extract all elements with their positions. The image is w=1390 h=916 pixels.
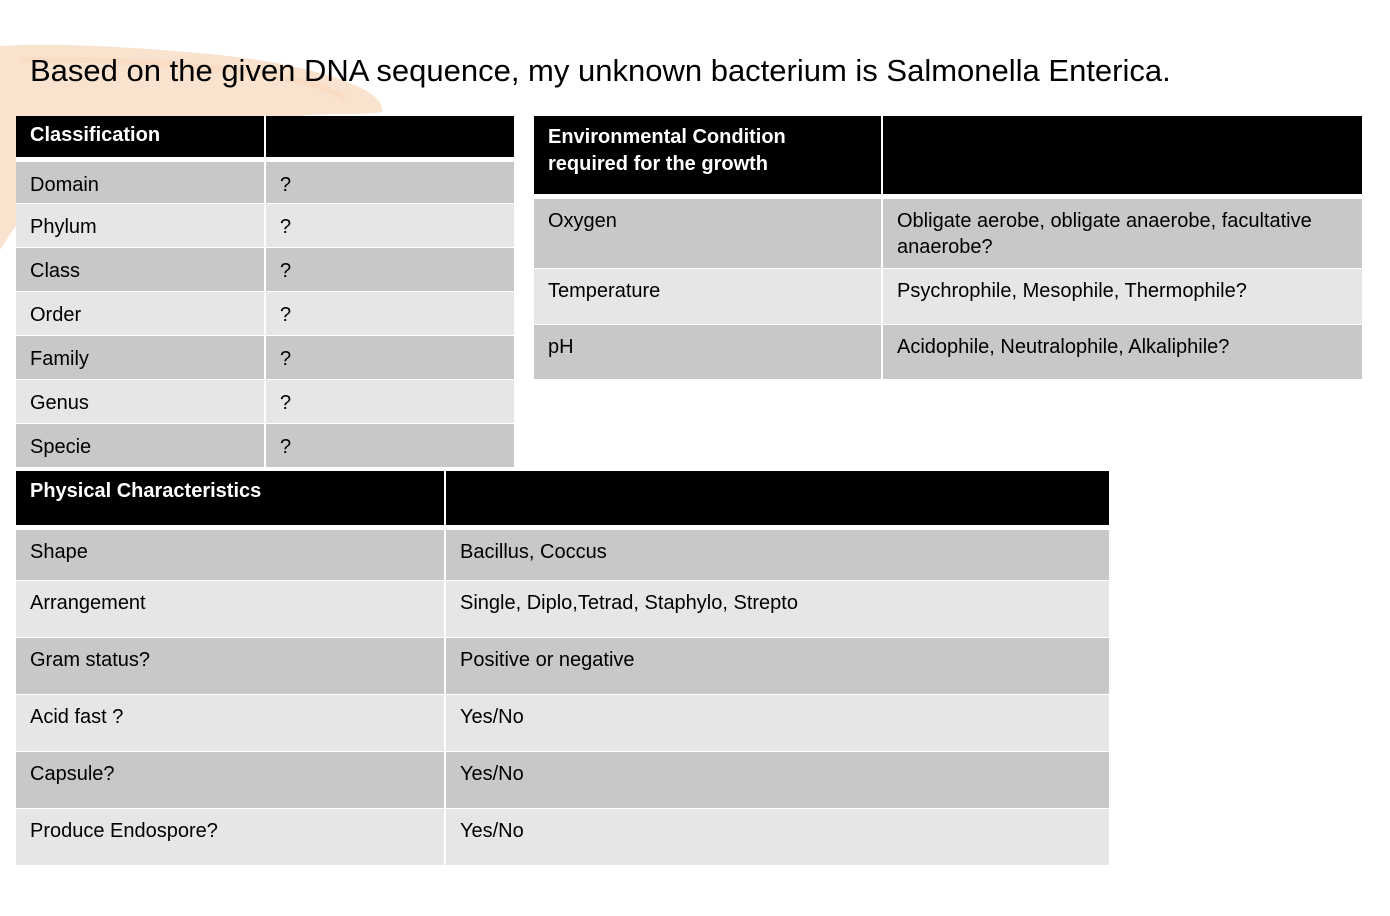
classification-value-phylum: ? [265,203,514,247]
classification-header-label: Classification [16,116,265,159]
classification-rank-class: Class [16,247,265,291]
classification-value-order: ? [265,291,514,335]
environment-value-oxygen: Obligate aerobe, obligate anaerobe, facultative anaerobe? [882,196,1362,268]
table-row [16,379,514,423]
physical-header-row [16,471,1109,527]
table-row [534,268,1362,324]
table-row [16,751,1109,808]
classification-rank-phylum: Phylum [16,203,265,247]
physical-trait-endospore: Produce Endospore? [16,808,445,865]
environment-condition-oxygen: Oxygen [534,196,882,268]
classification-rank-domain: Domain [16,159,265,203]
table-row [16,637,1109,694]
classification-header-value [265,116,514,159]
physical-trait-acid-fast: Acid fast ? [16,694,445,751]
table-row [16,203,514,247]
physical-header-label: Physical Characteristics [16,471,445,527]
physical-value-shape: Bacillus, Coccus [445,527,1109,580]
environment-header-label: Environmental Condition required for the growth [534,116,882,196]
physical-value-arrangement: Single, Diplo,Tetrad, Staphylo, Strepto [445,580,1109,637]
classification-value-domain: ? [265,159,514,203]
environment-header-row [534,116,1362,196]
classification-table [16,116,514,467]
environment-condition-ph: pH [534,324,882,379]
environment-value-temperature: Psychrophile, Mesophile, Thermophile? [882,268,1362,324]
table-row [16,694,1109,751]
classification-value-genus: ? [265,379,514,423]
classification-value-class: ? [265,247,514,291]
classification-value-family: ? [265,335,514,379]
physical-value-acid-fast: Yes/No [445,694,1109,751]
environment-table [534,116,1362,379]
classification-value-specie: ? [265,423,514,467]
classification-rank-genus: Genus [16,379,265,423]
physical-characteristics-table [16,471,1109,865]
environment-value-ph: Acidophile, Neutralophile, Alkaliphile? [882,324,1362,379]
table-row [16,423,514,467]
physical-value-capsule: Yes/No [445,751,1109,808]
physical-value-endospore: Yes/No [445,808,1109,865]
physical-value-gram-status: Positive or negative [445,637,1109,694]
physical-header-value [445,471,1109,527]
physical-trait-arrangement: Arrangement [16,580,445,637]
table-row [16,159,514,203]
table-row [534,324,1362,379]
classification-header-row [16,116,514,159]
classification-rank-order: Order [16,291,265,335]
table-row [16,335,514,379]
table-row [16,580,1109,637]
classification-rank-family: Family [16,335,265,379]
physical-trait-shape: Shape [16,527,445,580]
table-row [16,808,1109,865]
physical-trait-capsule: Capsule? [16,751,445,808]
table-row [16,247,514,291]
classification-rank-specie: Specie [16,423,265,467]
page-title: Based on the given DNA sequence, my unknown bacterium is Salmonella Enterica. [30,53,1171,88]
environment-condition-temperature: Temperature [534,268,882,324]
environment-header-value [882,116,1362,196]
table-row [534,196,1362,268]
physical-trait-gram-status: Gram status? [16,637,445,694]
table-row [16,291,514,335]
table-row [16,527,1109,580]
